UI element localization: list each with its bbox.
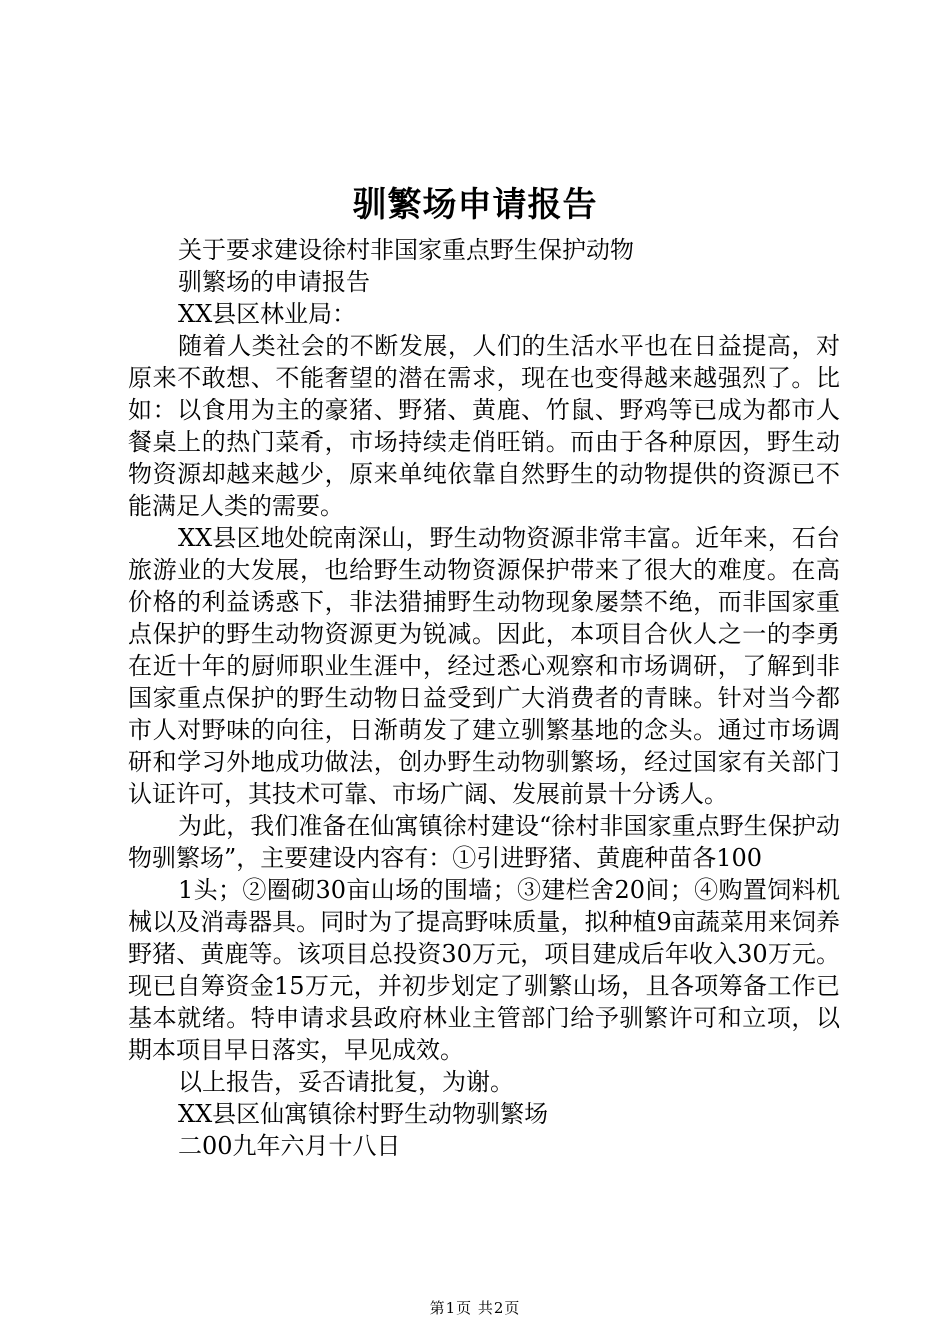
- signature-organization: XX县区仙寓镇徐村野生动物驯繁场: [178, 1100, 549, 1128]
- body-paragraph-region: XX县区地处皖南深山，野生动物资源非常丰富。近年来，石台旅游业的大发展，也给野生动物资源保护带来了很大的难度。在高价格的利益诱惑下，非法猎捕野生动物现象屡禁不绝，而非国家重点保护的野生动物资源更为锐减。因此，本项目合伙人之一的李勇在近十年的厨师职业生涯中，经过悉心观察和市场调研，了解到非国家重点保护的野生动物日益受到广大消费者的青睐。针对当今都市人对野味的向往，日渐萌发了建立驯繁基地的念头。通过市场调研和学习外地成功做法，创办野生动物驯繁场，经过国家有关部门认证许可，其技术可靠、市场广阔、发展前景十分诱人。: [128, 524, 840, 808]
- page-number-footer: 第1页 共2页: [429, 1299, 521, 1317]
- body-paragraph-investment: 1头；②圈砌30亩山场的围墙；③建栏舍20间；④购置饲料机械以及消毒器具。同时为了提高野味质量，拟种植9亩蔬菜用来饲养野猪、黄鹿等。该项目总投资30万元，项目建成后年收入30万元。现已自筹资金15万元，并初步划定了驯繁山场，且各项筹备工作已基本就绪。特申请求县政府林业主管部门给予驯繁许可和立项，以期本项目早日落实，早见成效。: [128, 876, 840, 1064]
- subject-line-2: 驯繁场的申请报告: [178, 268, 370, 296]
- document-body: [128, 234, 840, 1162]
- recipient-line: XX县区林业局：: [178, 300, 357, 328]
- signature-date: 二00九年六月十八日: [178, 1132, 401, 1160]
- closing-line: 以上报告，妥否请批复，为谢。: [178, 1068, 514, 1096]
- body-paragraph-plan: 为此，我们准备在仙寓镇徐村建设“徐村非国家重点野生保护动物驯繁场”，主要建设内容有：①引进野猪、黄鹿种苗各100: [128, 812, 840, 872]
- body-paragraph-background: 随着人类社会的不断发展，人们的生活水平也在日益提高，对原来不敢想、不能奢望的潜在需求，现在也变得越来越强烈了。比如：以食用为主的豪猪、野猪、黄鹿、竹鼠、野鸡等已成为都市人餐桌上的热门菜肴，市场持续走俏旺销。而由于各种原因，野生动物资源却越来越少，原来单纯依靠自然野生的动物提供的资源已不能满足人类的需要。: [128, 332, 840, 520]
- subject-line-1: 关于要求建设徐村非国家重点野生保护动物: [178, 236, 634, 264]
- document-title: 驯繁场申请报告: [352, 185, 598, 225]
